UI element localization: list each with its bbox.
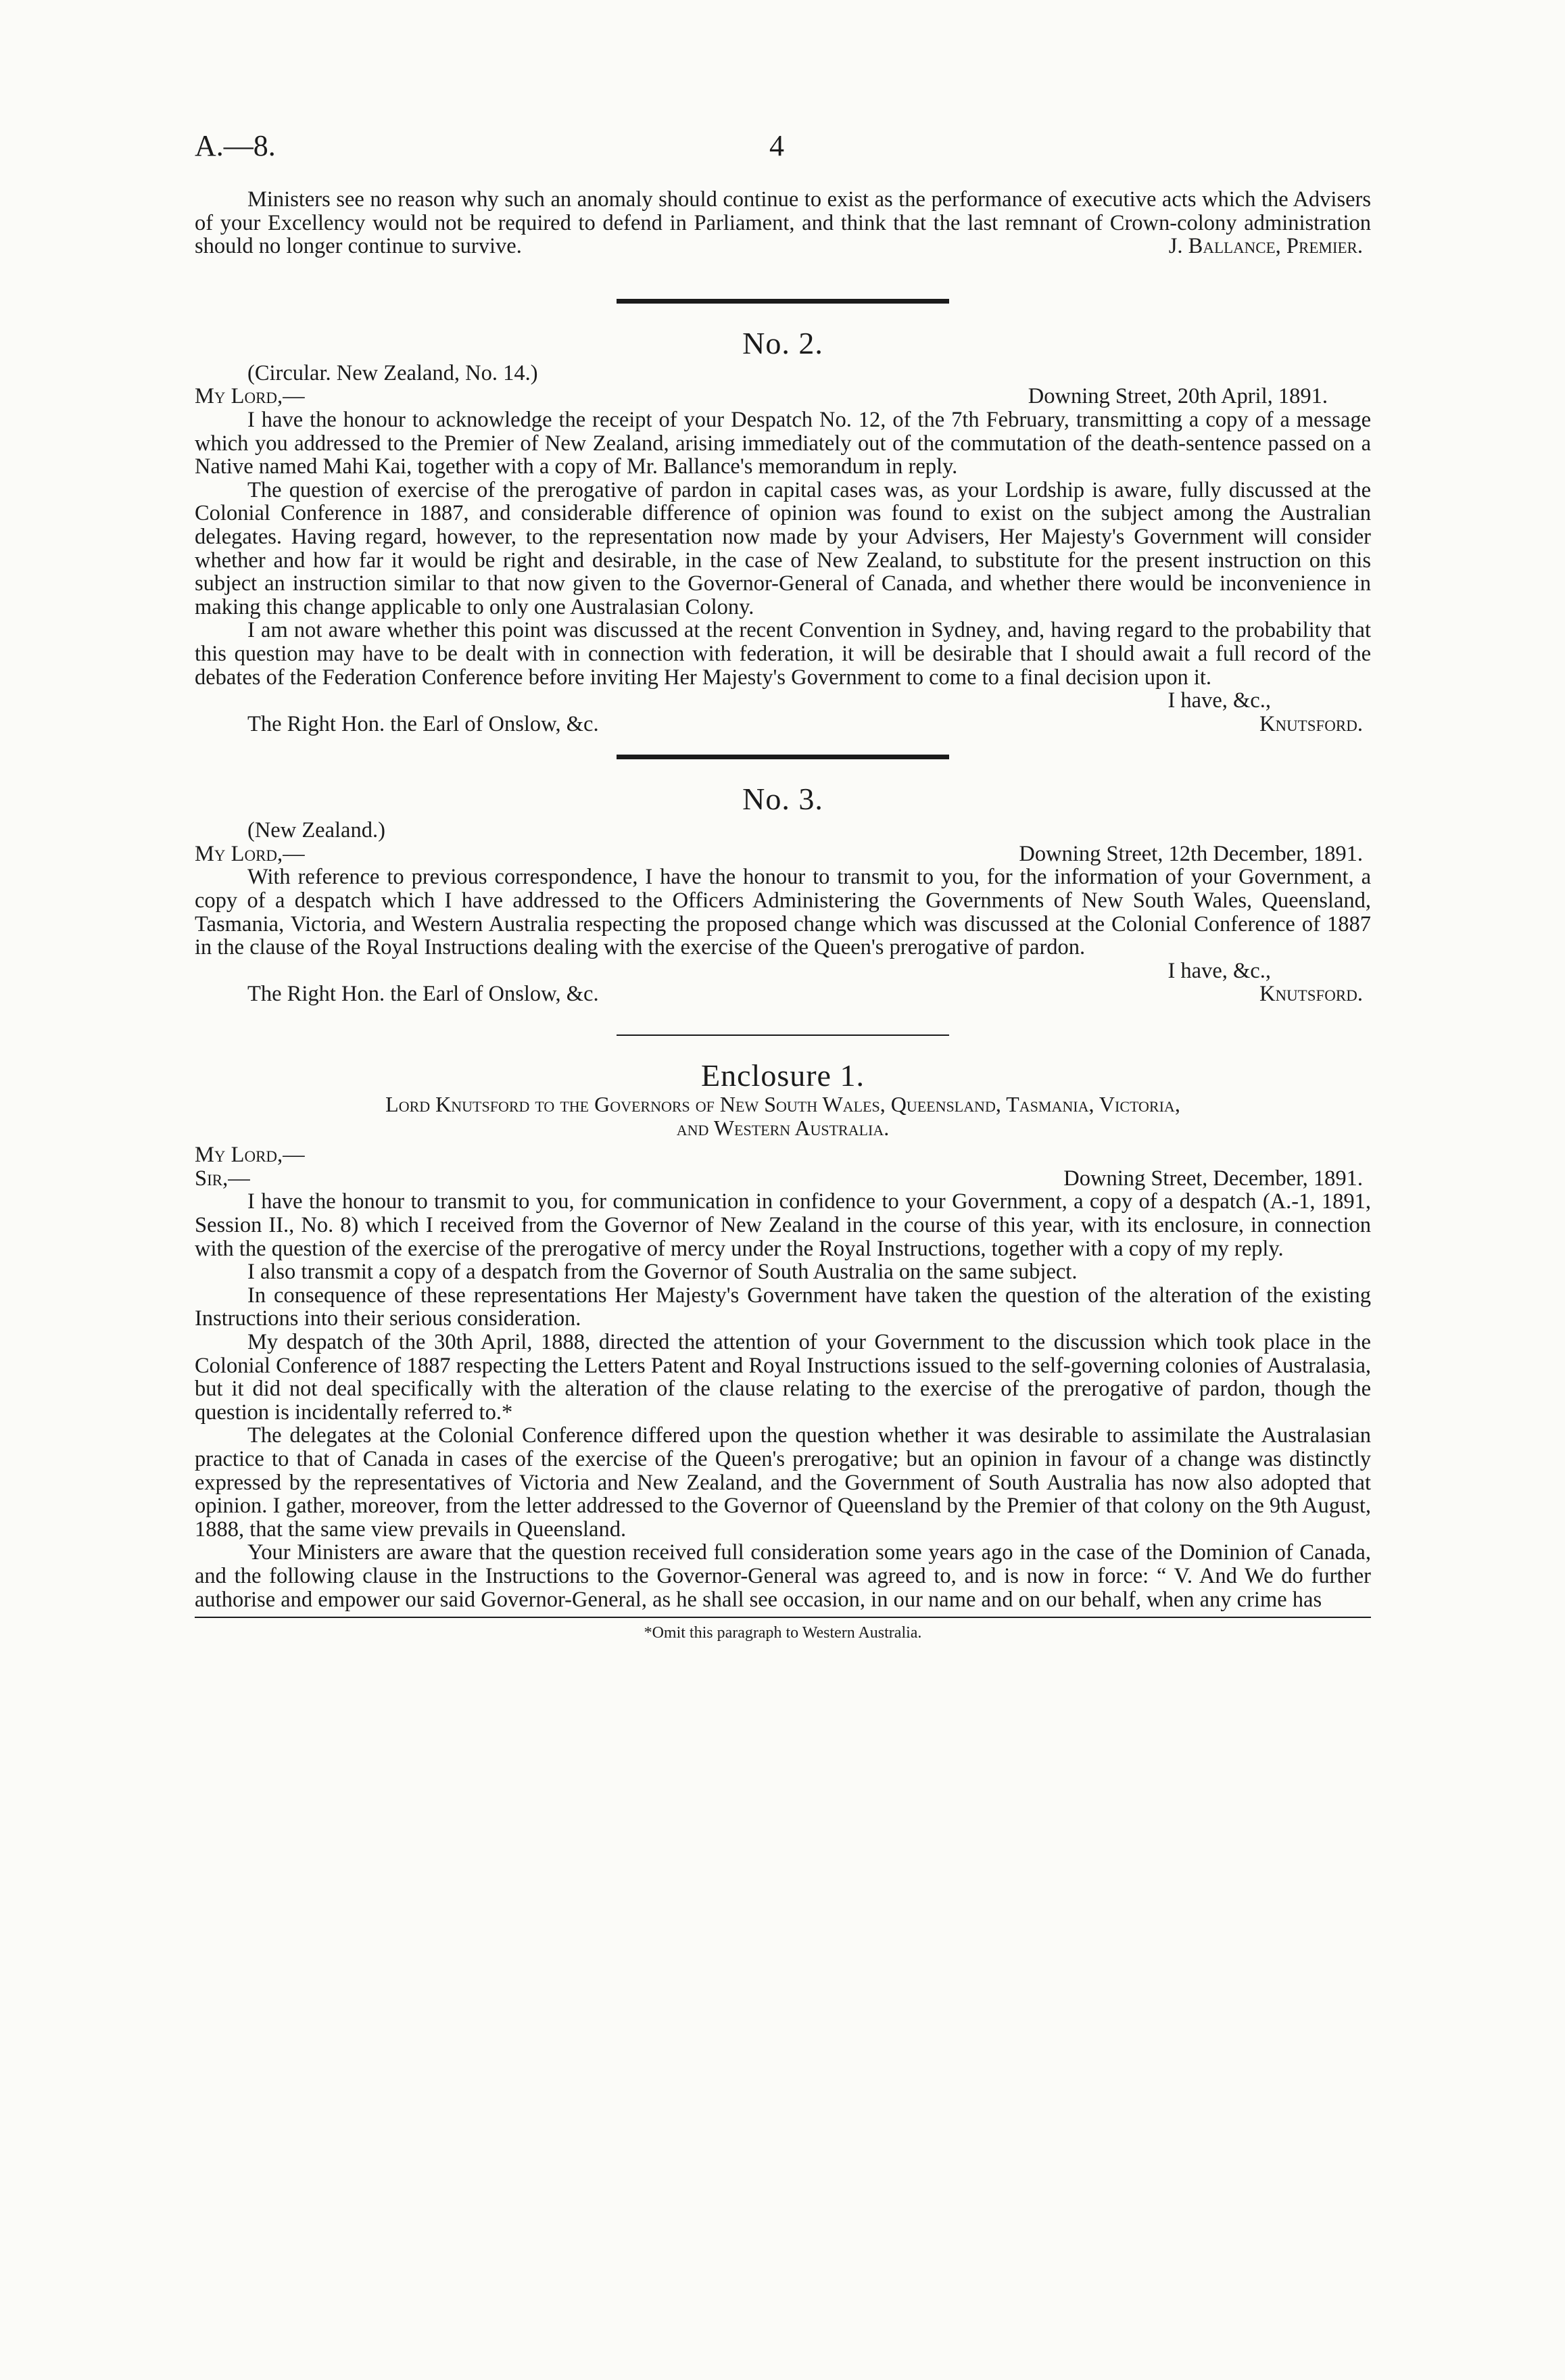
no3-signature: Knutsford. <box>1259 982 1363 1007</box>
document-reference: A.—8. <box>195 129 276 162</box>
page-header <box>195 128 1371 169</box>
no3-addressee: The Right Hon. the Earl of Onslow, &c. <box>247 982 599 1007</box>
enclosure-salutation-line-2 <box>195 1167 1371 1191</box>
enclosure-salutation-1: My Lord,— <box>195 1143 305 1168</box>
no3-paragraph: With reference to previous correspondence, I have the honour to transmit to you, for the information of your Government, a copy of a despatch which I have addressed to the Officers Administering the Governments of New South Wales, Queensland, Tasmania, Victoria, and Western Australia respecting the proposed change which was discussed at the Colonial Conference of 1887 in the clause of the Royal Instructions dealing with the exercise of the Queen's prerogative of pardon. <box>195 865 1371 960</box>
no2-salutation-line <box>195 385 1371 408</box>
enclosure-paragraph-3: In consequence of these representations Her Majesty's Government have taken the question of the alteration of the existing Instructions into their serious consideration. <box>195 1283 1371 1331</box>
no2-signature: Knutsford. <box>1259 711 1363 736</box>
no3-closing: I have, &c., <box>1167 958 1271 983</box>
enclosure-subtitle-line-2: and Western Australia. <box>676 1115 890 1140</box>
no2-addressee-line <box>195 713 1371 736</box>
enclosure-subtitle-line-1: Lord Knutsford to the Governors of New South Wales, Queensland, Tasmania, Victoria, <box>385 1092 1180 1117</box>
no3-salutation-line <box>195 842 1371 866</box>
intro-paragraph: Ministers see no reason why such an anomaly should continue to exist as the performance of executive acts which the Advisers of your Excellency would not be required to defend in Parliament, and think that the last remnant of Crown-colony administration should no longer continue to survive. <box>195 187 1371 259</box>
no2-paragraph-3: I am not aware whether this point was discussed at the recent Convention in Sydney, and, having regard to the probability that this question may have to be dealt with in connection with federation, it will be desirable that I should await a full record of the debates of the Federation Conference before inviting Her Majesty's Government to come to a final decision upon it. <box>195 618 1371 690</box>
enclosure-paragraph-5: The delegates at the Colonial Conference differed upon the question whether it was desirable to assimilate the Australasian practice to that of Canada in cases of the exercise of the Queen's prerogative; but an opinion in favour of a change was distinctly expressed by the representatives of Victoria and New Zealand, and the Government of South Australia has now also adopted that opinion. I gather, moreover, from the letter addressed to the Governor of Queensland by the Premier of that colony on the 9th August, 1888, that the same view prevails in Queensland. <box>195 1423 1371 1542</box>
no3-addressee-line <box>195 982 1371 1006</box>
no2-closing: I have, &c., <box>1167 688 1271 713</box>
no3-region: (New Zealand.) <box>247 818 385 843</box>
no2-addressee: The Right Hon. the Earl of Onslow, &c. <box>247 711 599 736</box>
enclosure-paragraph-6: Your Ministers are aware that the question received full consideration some years ago in the case of the Dominion of Canada, and the following clause in the Instructions to the Governor-General was agreed to, and is now in force: “ V. And We do further authorise and empower our said Governor-General, as he shall see occasion, in our name and on our behalf, when any crime has <box>195 1540 1371 1612</box>
enclosure-salutation-2: Sir,— <box>195 1166 250 1191</box>
no2-closing-line <box>195 689 1371 713</box>
no3-closing-line <box>195 959 1371 983</box>
no2-circular-line <box>195 362 1371 385</box>
enclosure-paragraph-2: I also transmit a copy of a despatch from the Governor of South Australia on the same subject. <box>247 1260 1078 1285</box>
footnote-divider <box>195 1617 1371 1618</box>
no2-heading: No. 2. <box>742 325 823 360</box>
intro-signature: J. Ballance, Premier. <box>1168 234 1363 259</box>
no2-salutation: My Lord,— <box>195 384 305 409</box>
enclosure-heading: Enclosure 1. <box>701 1058 865 1093</box>
no2-circular: (Circular. New Zealand, No. 14.) <box>247 360 538 385</box>
document-page <box>195 128 1371 1644</box>
section-divider <box>617 755 949 759</box>
no2-paragraph-2: The question of exercise of the prerogative of pardon in capital cases was, as your Lordship is aware, fully discussed at the Colonial Conference in 1887, and considerable difference of opinion was found to exist on the subject among the Australian delegates. Having regard, however, to the representation now made by your Advisers, Her Majesty's Government will consider whether and how far it would be right and desirable, in the case of New Zealand, to substitute for the present instruction on this subject an instruction similar to that now given to the Governor-General of Canada, and whether there would be inconvenience in making this change applicable to only one Australasian Colony. <box>195 477 1371 619</box>
footnote: *Omit this paragraph to Western Australia. <box>644 1624 922 1642</box>
enclosure-salutation-line-1 <box>195 1143 1371 1167</box>
enclosure-paragraph-1: I have the honour to transmit to you, for communication in confidence to your Government, a copy of a despatch (A.-1, 1891, Session II., No. 8) which I received from the Governor of New Zealand in the course of this year, with its enclosure, in connection with the question of the exercise of the prerogative of mercy under the Royal Instructions, together with a copy of my reply. <box>195 1189 1371 1261</box>
no3-region-line <box>195 819 1371 842</box>
no2-place-date: Downing Street, 20th April, 1891. <box>1028 384 1328 409</box>
no2-paragraph-1: I have the honour to acknowledge the receipt of your Despatch No. 12, of the 7th February, transmitting a copy of a message which you addressed to the Premier of New Zealand, arising immediately out of the commutation of the death-sentence passed on a Native named Mahi Kai, together with a copy of Mr. Ballance's memorandum in reply. <box>195 407 1371 479</box>
section-divider <box>617 1034 949 1036</box>
no3-salutation: My Lord,— <box>195 841 305 866</box>
enclosure-paragraph-4: My despatch of the 30th April, 1888, directed the attention of your Government to the discussion which took place in the Colonial Conference of 1887 respecting the Letters Patent and Royal Instructions issued to the self-governing colonies of Australasia, but it did not deal specifically with the alteration of the clause relating to the exercise of the prerogative of pardon, though the question is incidentally referred to.* <box>195 1329 1371 1425</box>
page-number: 4 <box>769 129 784 162</box>
enclosure-place-date: Downing Street, December, 1891. <box>1063 1166 1363 1191</box>
no3-place-date: Downing Street, 12th December, 1891. <box>1019 841 1363 866</box>
no3-heading: No. 3. <box>742 782 823 817</box>
intro-signature-line <box>195 235 1371 258</box>
section-divider <box>617 299 949 304</box>
